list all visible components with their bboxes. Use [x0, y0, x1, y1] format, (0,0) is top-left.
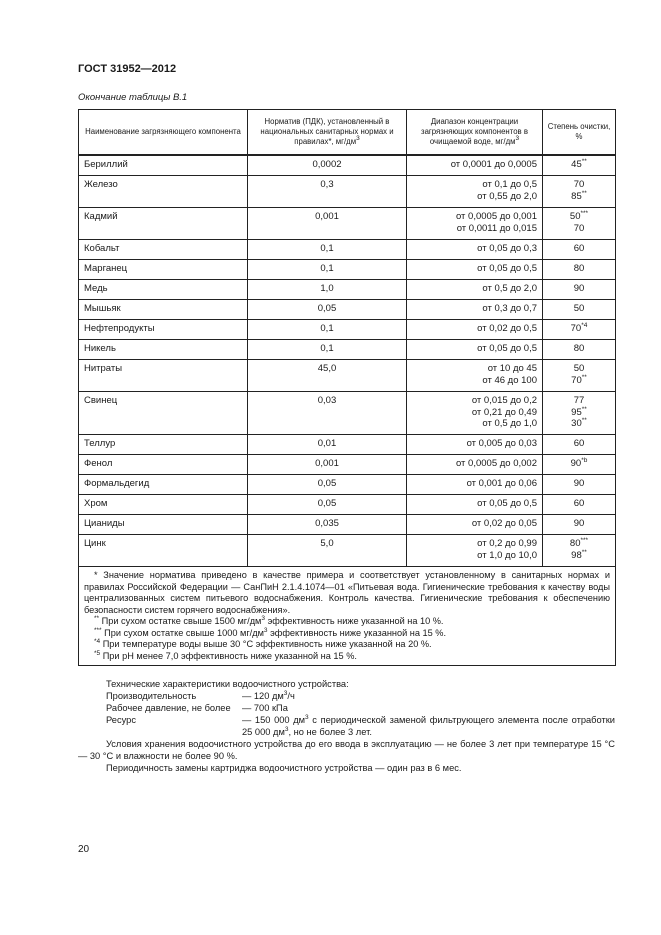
table-row [79, 260, 616, 280]
cell-degree [543, 435, 616, 455]
degree-line: 60 [573, 438, 585, 449]
degree-line: 77 [573, 395, 585, 406]
cell-degree [543, 176, 616, 208]
range-line: от 0,05 до 0,3 [477, 243, 537, 254]
cell-degree [543, 260, 616, 280]
cell-degree [543, 280, 616, 300]
range-line: от 1,0 до 10,0 [477, 549, 537, 561]
cell-degree [543, 535, 616, 567]
cell-norm: 0,3 [248, 176, 407, 208]
table-row [79, 300, 616, 320]
tech-storage: Условия хранения водоочистного устройства до его ввода в эксплуатацию — не более 3 лет при температуре 15 °С — 30 °С и влажности не более 90 %. [78, 739, 615, 761]
cell-norm: 0,05 [248, 300, 407, 320]
range-line: от 0,2 до 0,99 [477, 538, 537, 549]
cell-range [407, 300, 543, 320]
cell-component: Формальдегид [79, 475, 248, 495]
range-line: от 0,0005 до 0,002 [455, 458, 537, 469]
table-row [79, 360, 616, 392]
degree-line: 70** [571, 373, 587, 386]
table-notes [79, 567, 616, 666]
range-line: от 0,02 до 0,05 [471, 518, 537, 529]
note-2: ** При сухом остатке свыше 1500 $мг/дм^3$ эффективность ниже указанной на 10 %. [94, 615, 444, 626]
degree-line: 95** [571, 405, 587, 418]
degree-line: 30** [571, 417, 587, 429]
degree-line: 90$^{*b}$ [570, 457, 588, 469]
degree-line: 50 [573, 303, 585, 314]
cell-norm: 45,0 [248, 360, 407, 392]
degree-line: 85** [571, 189, 587, 202]
cell-degree [543, 392, 616, 435]
cell-norm: 0,1 [248, 340, 407, 360]
range-line: от 46 до 100 [482, 374, 537, 386]
cell-component: Кобальт [79, 240, 248, 260]
table-caption: Окончание таблицы В.1 [78, 92, 188, 103]
degree-line: 60 [573, 498, 585, 509]
note-5: $^{*5}$ При pH менее 7,0 эффективность ниже указанной на 15 %. [94, 649, 357, 661]
range-line: от 0,0001 до 0,0005 [450, 159, 537, 170]
cell-norm: 0,05 [248, 475, 407, 495]
cell-degree [543, 320, 616, 340]
cell-component: Марганец [79, 260, 248, 280]
cell-component: Свинец [79, 392, 248, 435]
cell-norm: 0,05 [248, 495, 407, 515]
cell-range [407, 360, 543, 392]
degree-line: 50 [573, 363, 585, 374]
table-row [79, 392, 616, 435]
range-line: от 0,05 до 0,5 [477, 343, 537, 354]
cell-degree [543, 340, 616, 360]
table-row [79, 475, 616, 495]
cell-range [407, 320, 543, 340]
degree-line: 90 [573, 478, 585, 489]
cell-range [407, 392, 543, 435]
cell-component: Железо [79, 176, 248, 208]
table-body [79, 155, 616, 567]
header-component: Наименование загрязняющего компонента [79, 110, 248, 156]
cell-component: Нефтепродукты [79, 320, 248, 340]
range-line: от 0,0011 до 0,015 [456, 222, 537, 234]
tech-performance: Производительность — 120 $дм^3/ч$ [106, 690, 295, 701]
cell-component: Теллур [79, 435, 248, 455]
cell-norm: 0,001 [248, 208, 407, 240]
cell-norm: 0,03 [248, 392, 407, 435]
table-row [79, 155, 616, 176]
technical-specs [78, 678, 615, 774]
cell-range [407, 260, 543, 280]
cell-component: Бериллий [79, 155, 248, 176]
degree-line: 70 [573, 222, 585, 234]
cell-component: Цианиды [79, 515, 248, 535]
table-row [79, 176, 616, 208]
range-line: от 0,015 до 0,2 [471, 395, 537, 406]
range-line: от 0,5 до 1,0 [482, 418, 537, 429]
degree-line: 60 [573, 243, 585, 254]
table-row [79, 208, 616, 240]
cell-norm: 5,0 [248, 535, 407, 567]
table-row [79, 535, 616, 567]
cell-degree [543, 208, 616, 240]
table-row [79, 435, 616, 455]
degree-line: 90 [573, 283, 585, 294]
cell-degree [543, 240, 616, 260]
cell-degree [543, 495, 616, 515]
cell-component: Медь [79, 280, 248, 300]
range-line: от 0,5 до 2,0 [482, 283, 537, 294]
header-range: Диапазон концентрации загрязняющих компонентов в очищаемой воде, $мг/дм^3$ [407, 110, 543, 156]
cell-component: Хром [79, 495, 248, 515]
notes-row [79, 567, 616, 666]
table-row [79, 320, 616, 340]
cell-component: Цинк [79, 535, 248, 567]
cell-component: Нитраты [79, 360, 248, 392]
table-row [79, 495, 616, 515]
table-row [79, 280, 616, 300]
cell-component: Мышьяк [79, 300, 248, 320]
cell-range [407, 176, 543, 208]
cell-norm: 0,1 [248, 260, 407, 280]
page-number: 20 [78, 844, 90, 855]
table-row [79, 240, 616, 260]
header-degree: Степень очистки, % [543, 110, 616, 156]
degree-line: 90 [573, 518, 585, 529]
degree-line: 50*** [569, 210, 589, 222]
tech-title: Технические характеристики водоочистного устройства: [106, 679, 349, 689]
range-line: от 0,21 до 0,49 [471, 406, 537, 418]
cell-range [407, 155, 543, 176]
cell-range [407, 475, 543, 495]
table-row [79, 515, 616, 535]
table-header-row [79, 110, 616, 156]
degree-line: 80*** [569, 537, 589, 549]
cell-norm: 1,0 [248, 280, 407, 300]
cell-range [407, 495, 543, 515]
cell-range [407, 208, 543, 240]
degree-line: 80 [573, 343, 585, 354]
header-norm: Норматив (ПДК), установленный в национальных санитарных нормах и правилах*, $мг/дм^3$ [248, 110, 407, 156]
cell-norm: 0,001 [248, 455, 407, 475]
note-main: * Значение норматива приведено в качестве примера и соответствует установленному в санитарных нормах и правилах Российской Федерации — СанПиН 2.1.4.1074—01 «Питьевая вода. Гигиенические требования к качеству воды централизованных систем питьевого водоснабжения. Контроль качества. Гигиенические требования к обеспечению безопасности систем горячего водоснабжения». [84, 570, 610, 615]
range-line: от 0,02 до 0,5 [477, 323, 537, 334]
cell-range [407, 280, 543, 300]
cell-degree [543, 475, 616, 495]
cell-norm: 0,0002 [248, 155, 407, 176]
range-line: от 0,0005 до 0,001 [455, 211, 537, 222]
tech-pressure: Рабочее давление, не более — 700 кПа [106, 703, 288, 713]
tech-replacement: Периодичность замены картриджа водоочистного устройства — один раз в 6 мес. [106, 763, 462, 773]
degree-line: 98** [571, 548, 587, 561]
cell-norm: 0,1 [248, 320, 407, 340]
cell-norm: 0,1 [248, 240, 407, 260]
cell-degree [543, 300, 616, 320]
range-line: от 0,3 до 0,7 [482, 303, 537, 314]
cell-component: Фенол [79, 455, 248, 475]
cell-norm: 0,01 [248, 435, 407, 455]
degree-line: 80 [573, 263, 585, 274]
tech-resource: Ресурс — 150 000 $дм^3$ с периодической заменой фильтрующего элемента после отработки 25 000 $дм^3$, но не более 3 лет. [106, 714, 615, 737]
cell-degree [543, 360, 616, 392]
cell-range [407, 340, 543, 360]
note-3: *** При сухом остатке свыше 1000 $мг/дм^3$ эффективность ниже указанной на 15 %. [94, 626, 447, 638]
range-line: от 0,05 до 0,5 [477, 498, 537, 509]
pollutant-table [78, 109, 616, 666]
cell-degree [543, 155, 616, 176]
range-line: от 10 до 45 [487, 363, 537, 374]
note-4: $^{*4}$ При температуре воды выше 30 °С эффективность ниже указанной на 20 %. [94, 638, 432, 649]
cell-range [407, 535, 543, 567]
degree-line: 45** [571, 158, 587, 170]
table-row [79, 455, 616, 475]
table-row [79, 340, 616, 360]
cell-range [407, 435, 543, 455]
cell-range [407, 240, 543, 260]
range-line: от 0,001 до 0,06 [466, 478, 537, 489]
cell-component: Кадмий [79, 208, 248, 240]
range-line: от 0,05 до 0,5 [477, 263, 537, 274]
degree-line: 70 [573, 179, 585, 190]
cell-degree [543, 455, 616, 475]
cell-degree [543, 515, 616, 535]
degree-line: 70$^{*4}$ [570, 322, 588, 334]
range-line: от 0,1 до 0,5 [482, 179, 537, 190]
range-line: от 0,55 до 2,0 [477, 190, 537, 202]
cell-norm: 0,035 [248, 515, 407, 535]
range-line: от 0,005 до 0,03 [466, 438, 537, 449]
cell-component: Никель [79, 340, 248, 360]
document-header: ГОСТ 31952—2012 [78, 63, 177, 75]
cell-range [407, 515, 543, 535]
cell-range [407, 455, 543, 475]
